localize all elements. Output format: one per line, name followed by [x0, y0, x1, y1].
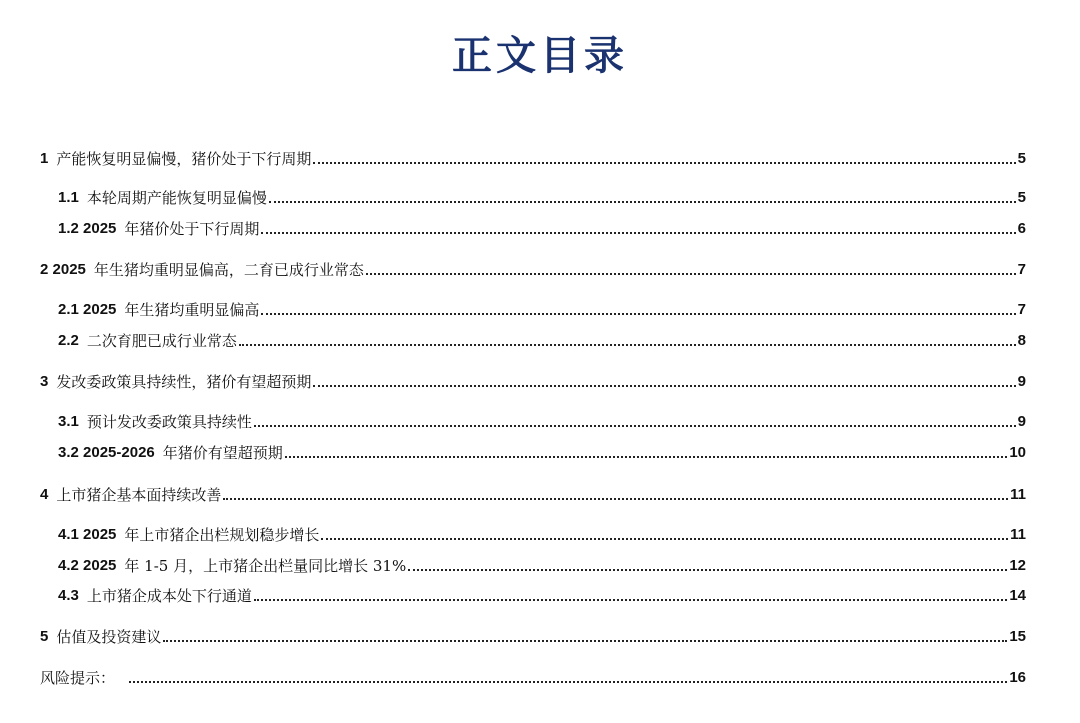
toc-entry-1[interactable]: [40, 145, 1026, 169]
toc-leader: [321, 538, 1008, 540]
toc-title: 估值及投资建议: [56, 628, 162, 646]
toc-number: 2.2: [58, 332, 79, 349]
toc-number: 4.3: [58, 587, 79, 604]
toc-entry-4-1[interactable]: [58, 521, 1026, 545]
toc-title: 年 1-5 月，上市猪企出栏量同比增长 31%: [124, 557, 407, 575]
toc-number: 1: [40, 150, 49, 167]
toc-number: 4.1 2025: [58, 526, 117, 543]
toc-leader: [261, 232, 1015, 234]
toc-title: 年生猪均重明显偏高，二育已成行业常态: [93, 261, 364, 279]
toc-leader: [313, 162, 1015, 164]
toc-leader: [408, 569, 1007, 571]
toc-title: 本轮周期产能恢复明显偏慢: [86, 189, 267, 207]
toc-page-number: 9: [1017, 373, 1026, 390]
toc-number: 4: [40, 486, 49, 503]
toc-entry-1-1[interactable]: [58, 184, 1026, 208]
toc-leader: [285, 456, 1008, 458]
toc-page-number: 11: [1010, 526, 1026, 543]
toc-number: 5: [40, 628, 49, 645]
toc-page-number: 16: [1009, 669, 1026, 686]
toc-entry-3-1[interactable]: [58, 408, 1026, 432]
toc-title: 年上市猪企出栏规划稳步增长: [124, 526, 320, 544]
toc-page-number: 11: [1010, 486, 1026, 503]
toc-page-number: 7: [1017, 261, 1026, 278]
toc-title: 年猪价有望超预期: [162, 444, 283, 462]
toc-leader: [254, 599, 1007, 601]
toc-entry-3-2[interactable]: [58, 439, 1026, 463]
toc-page-number: 8: [1017, 332, 1026, 349]
toc-title: 年猪价处于下行周期: [124, 220, 260, 238]
toc-title: 年生猪均重明显偏高: [124, 301, 260, 319]
toc-page-number: 14: [1009, 587, 1026, 604]
toc-number: 1.1: [58, 189, 79, 206]
toc-page-number: 6: [1017, 220, 1026, 237]
toc-number: 2 2025: [40, 261, 86, 278]
toc-title: 风险提示：: [40, 669, 116, 687]
toc-page-number: 7: [1017, 301, 1026, 318]
toc-leader: [269, 201, 1016, 203]
toc-number: 1.2 2025: [58, 220, 117, 237]
toc-entry-2-2[interactable]: [58, 327, 1026, 351]
toc-number: 2.1 2025: [58, 301, 117, 318]
toc-entry-2[interactable]: [40, 256, 1026, 280]
toc-page-number: 9: [1017, 413, 1026, 430]
toc-title: 二次育肥已成行业常态: [86, 332, 237, 350]
toc-leader: [129, 681, 1007, 683]
toc-title: 产能恢复明显偏慢，猪价处于下行周期: [56, 150, 312, 168]
toc-entry-1-2[interactable]: [58, 215, 1026, 239]
toc-leader: [261, 313, 1015, 315]
toc-number: 3.2 2025-2026: [58, 444, 155, 461]
toc-entry-5[interactable]: [40, 623, 1026, 647]
toc-title: 上市猪企基本面持续改善: [56, 486, 222, 504]
toc-number: 3.1: [58, 413, 79, 430]
toc-number: 3: [40, 373, 49, 390]
toc-leader: [366, 273, 1016, 275]
toc-page-number: 5: [1017, 189, 1026, 206]
toc-entry-4-2[interactable]: [58, 552, 1026, 576]
toc-entry-3[interactable]: [40, 368, 1026, 392]
toc-page-number: 5: [1017, 150, 1026, 167]
toc-leader: [254, 425, 1016, 427]
toc-leader: [313, 385, 1015, 387]
toc-entry-risk[interactable]: [40, 664, 1026, 688]
toc-leader: [223, 498, 1008, 500]
toc-page-number: 10: [1009, 444, 1026, 461]
toc-page-number: 12: [1009, 557, 1026, 574]
toc-number: 4.2 2025: [58, 557, 117, 574]
toc-entry-2-1[interactable]: [58, 296, 1026, 320]
toc-page-number: 15: [1009, 628, 1026, 645]
toc-title: 预计发改委政策具持续性: [86, 413, 252, 431]
toc-title: 上市猪企成本处下行通道: [86, 587, 252, 605]
toc-leader: [163, 640, 1007, 642]
toc-entry-4-3[interactable]: [58, 582, 1026, 606]
toc-leader: [239, 344, 1016, 346]
toc-entry-4[interactable]: [40, 481, 1026, 505]
page-title: 正文目录: [452, 32, 628, 79]
toc-title: 发改委政策具持续性，猪价有望超预期: [56, 373, 312, 391]
